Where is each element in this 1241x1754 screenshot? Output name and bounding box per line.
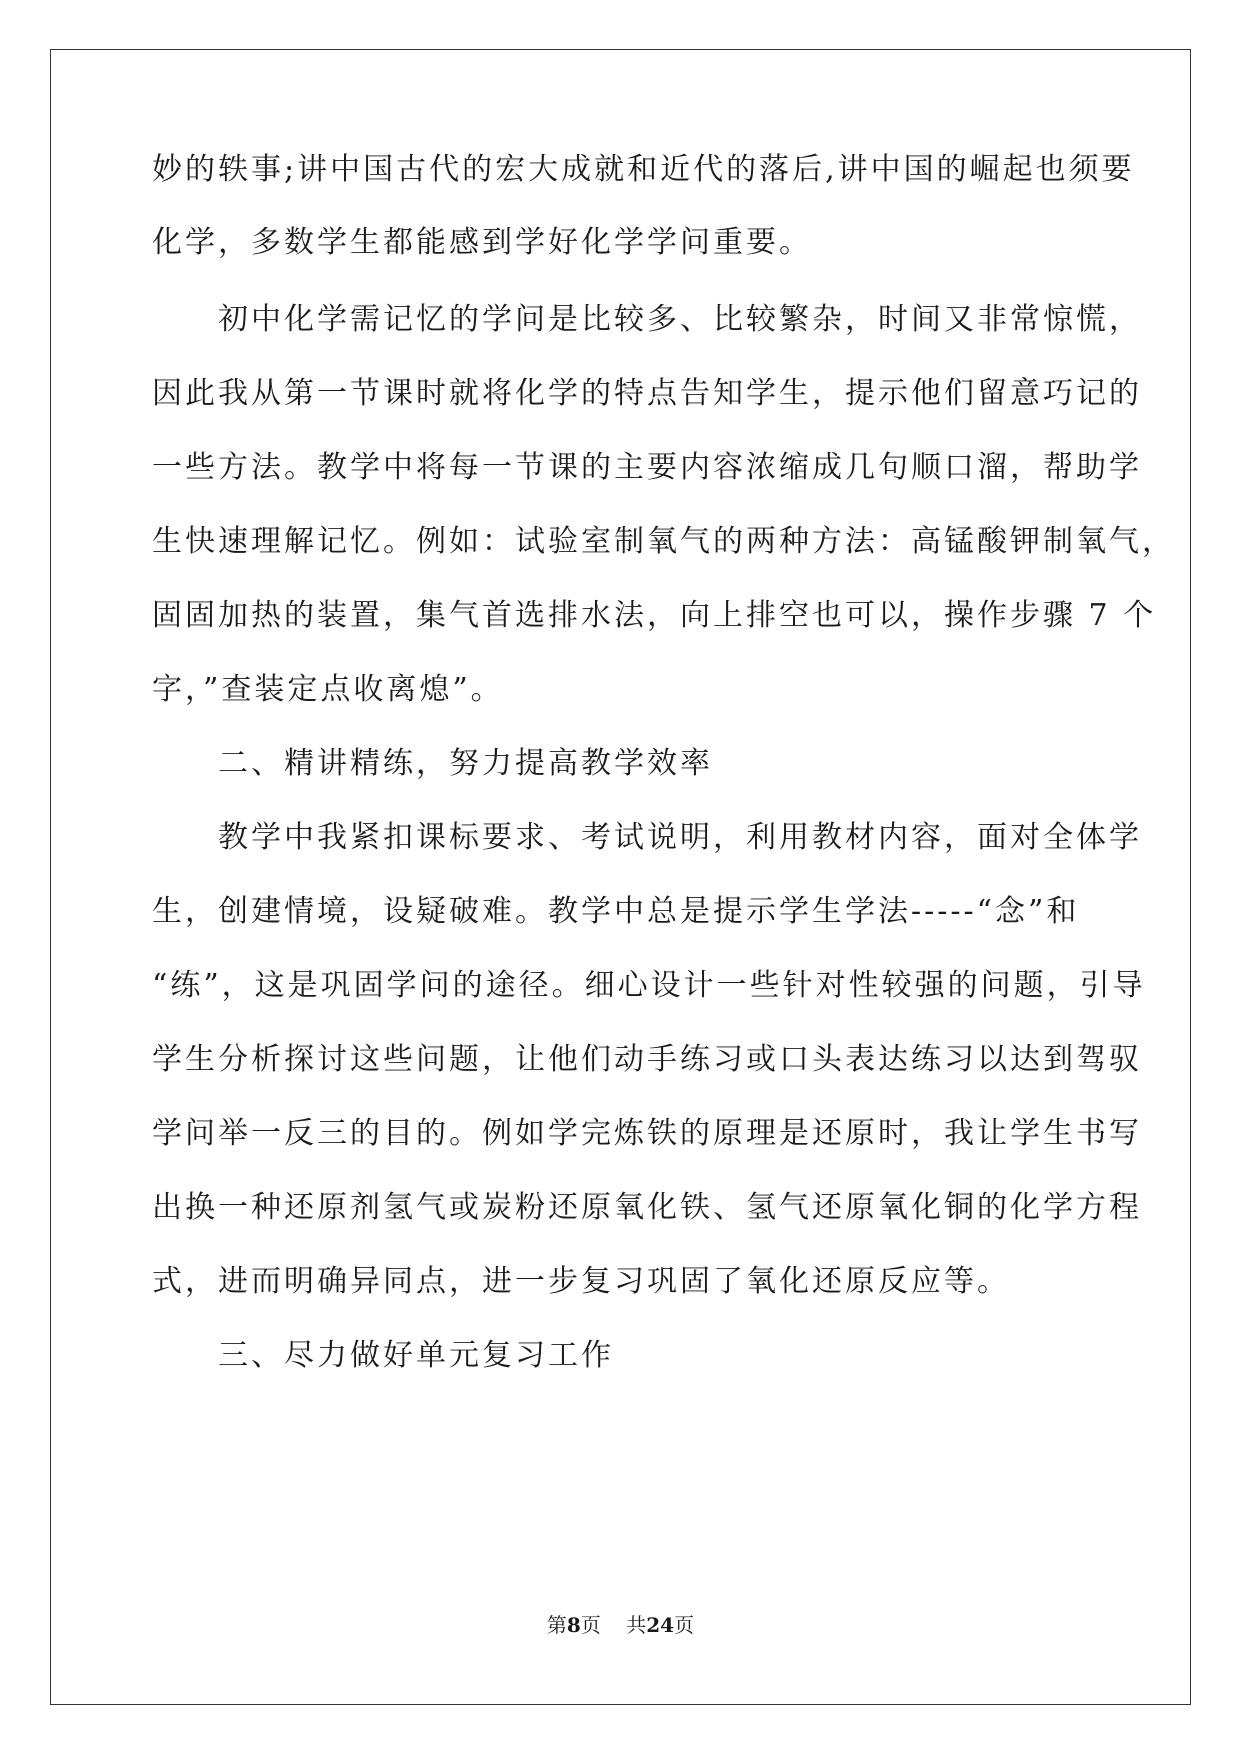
section-heading-3: 三、尽力做好单元复习工作: [152, 1338, 614, 1373]
page-prefix: 第: [546, 1613, 567, 1637]
text-line-12: “练”，这是巩固学问的途径。细心设计一些针对性较强的问题，引导: [152, 968, 1146, 1003]
text-line-7: 固固加热的装置，集气首选排水法，向上排空也可以，操作步骤 7 个: [152, 598, 1157, 633]
text-line-14: 学问举一反三的目的。例如学完炼铁的原理是还原时，我让学生书写: [152, 1116, 1142, 1151]
text-line-1: 妙的轶事;讲中国古代的宏大成就和近代的落后,讲中国的崛起也须要: [152, 152, 1135, 187]
total-suffix: 页: [674, 1613, 695, 1637]
text-line-10: 教学中我紧扣课标要求、考试说明，利用教材内容，面对全体学: [152, 820, 1142, 855]
text-line-4: 因此我从第一节课时就将化学的特点告知学生，提示他们留意巧记的: [152, 376, 1142, 411]
page-number: 8: [566, 1613, 581, 1637]
text-line-15: 出换一种还原剂氢气或炭粉还原氧化铁、氢气还原氧化铜的化学方程: [152, 1190, 1142, 1225]
text-line-8: 字，”查装定点收离熄”。: [152, 672, 504, 707]
page-suffix: 页: [580, 1613, 601, 1637]
text-line-16: 式，进而明确异同点，进一步复习巩固了氧化还原反应等。: [152, 1264, 1010, 1299]
text-line-5: 一些方法。教学中将每一节课的主要内容浓缩成几句顺口溜，帮助学: [152, 450, 1142, 485]
text-line-3: 初中化学需记忆的学问是比较多、比较繁杂，时间又非常惊慌，: [152, 302, 1142, 337]
text-line-13: 学生分析探讨这些问题，让他们动手练习或口头表达练习以达到驾驭: [152, 1042, 1142, 1077]
total-prefix: 共: [626, 1613, 647, 1637]
section-heading-2: 二、精讲精练，努力提高教学效率: [152, 746, 713, 781]
text-line-11: 生，创建情境，设疑破难。教学中总是提示学生学法-----“念”和: [152, 894, 1080, 929]
page-footer: [0, 1612, 1241, 1638]
text-line-6: 生快速理解记忆。例如：试验室制氧气的两种方法：高锰酸钾制氧气，: [152, 524, 1175, 559]
text-line-2: 化学，多数学生都能感到学好化学学问重要。: [152, 225, 812, 260]
footer-gap: [601, 1613, 626, 1637]
page-border: [50, 49, 1191, 1705]
total-pages: 24: [646, 1613, 675, 1637]
